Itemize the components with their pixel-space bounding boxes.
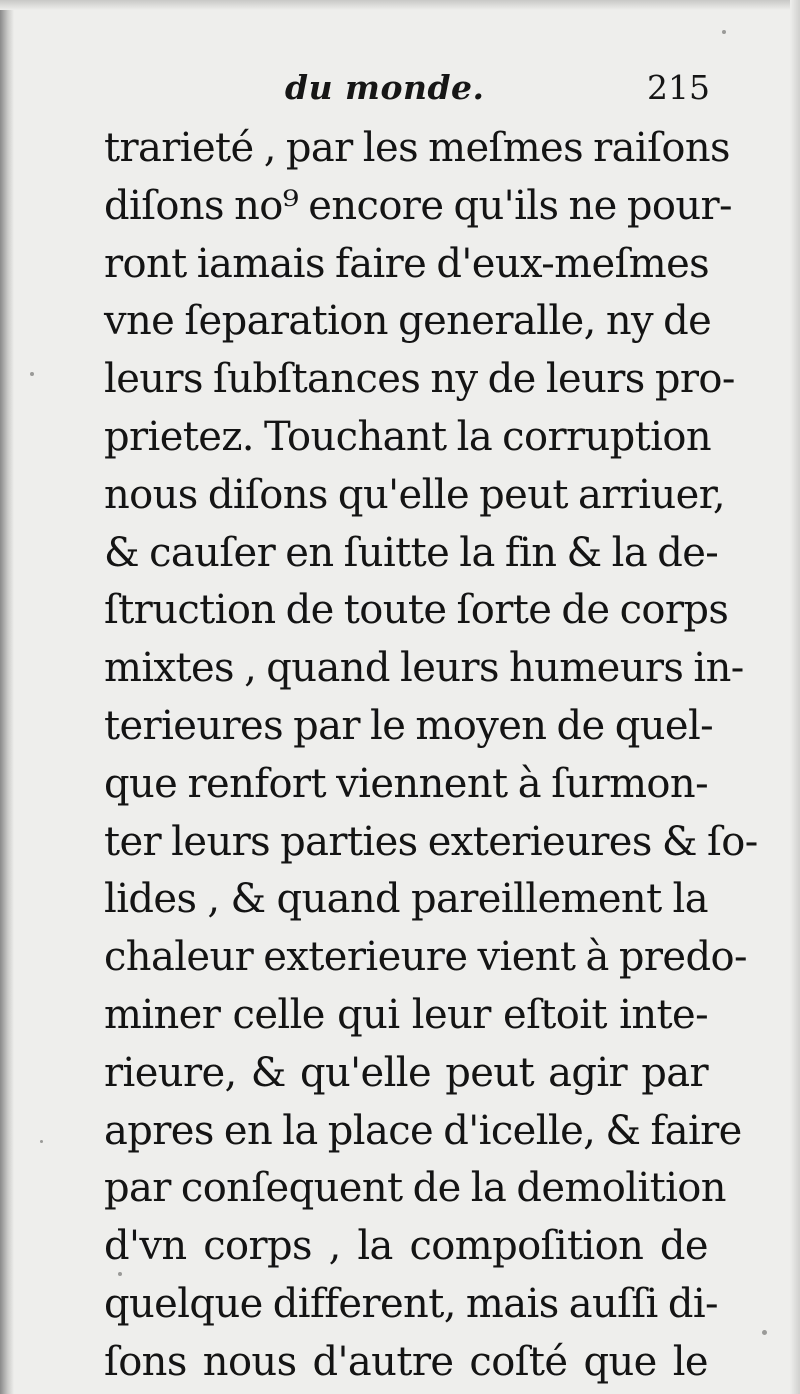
text-line: & cauſer en ſuitte la fin & la de- — [104, 529, 719, 576]
body-text — [104, 120, 758, 1385]
text-line: apres en la place d'icelle, & faire — [104, 1107, 742, 1154]
text-line: vne ſeparation generalle, ny de — [104, 298, 712, 345]
text-line: diſons no⁹ encore qu'ils ne pour- — [104, 182, 732, 229]
text-line: rieure, & qu'elle peut agir par — [104, 1049, 708, 1096]
text-line: par conſequent de la demolition — [104, 1165, 726, 1212]
paper-speck — [40, 1140, 43, 1143]
text-line: d'vn corps , la compoſition de — [104, 1223, 708, 1270]
page-right-edge — [790, 0, 800, 1394]
text-line: nous diſons qu'elle peut arriuer, — [104, 471, 725, 518]
text-line: ſons nous d'autre coſté que le — [104, 1338, 708, 1385]
text-line: lides , & quand pareillement la — [104, 876, 708, 923]
text-line: trarieté , par les meſmes raiſons — [104, 125, 730, 171]
text-line: quelque different, mais auſſi di- — [104, 1280, 718, 1327]
text-line: que renfort viennent à ſurmon- — [104, 760, 708, 807]
text-line: terieures par le moyen de quel- — [104, 702, 714, 749]
text-line: ter leurs parties exterieures & ſo- — [104, 818, 758, 865]
text-line: prietez. Touchant la corruption — [104, 413, 711, 460]
text-line: leurs ſubſtances ny de leurs pro- — [104, 356, 735, 403]
page-top-edge — [0, 0, 800, 10]
paper-speck — [722, 30, 726, 34]
page-left-edge — [0, 0, 14, 1394]
page-number: 215 — [647, 68, 710, 107]
text-line: miner celle qui leur eſtoit inte- — [104, 991, 708, 1038]
text-line: mixtes , quand leurs humeurs in- — [104, 645, 744, 692]
text-line: chaleur exterieure vient à predo- — [104, 934, 747, 981]
paper-speck — [30, 372, 34, 376]
running-head-title: du monde. — [285, 68, 485, 107]
text-line: ront iamais faire d'eux-meſmes — [104, 240, 710, 287]
running-head — [100, 68, 720, 118]
paper-speck — [762, 1330, 767, 1335]
text-line: ſtruction de toute ſorte de corps — [104, 587, 729, 634]
